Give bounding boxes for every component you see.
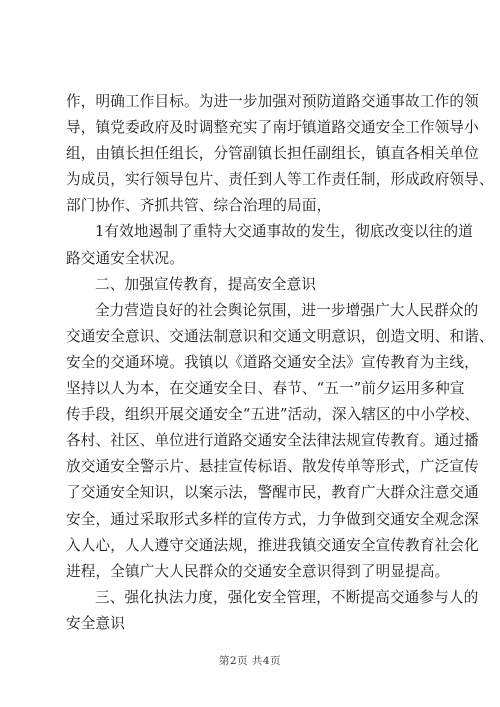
text-line: 组，由镇长担任组长，分管副镇长担任副组长，镇直各相关单位: [66, 145, 479, 163]
text-line: 各村、社区、单位进行道路交通安全法律法规宣传教育。通过播: [66, 432, 479, 450]
text-line: 了交通安全知识，以案示法，警醒市民，教育广大群众注意交通: [66, 484, 479, 502]
text-line: 进程，全镇广大人民群众的交通安全意识得到了明显提高。: [66, 562, 450, 580]
text-line: 路交通安全状况。: [66, 249, 184, 267]
text-line: 入人心，人人遵守交通法规，推进我镇交通安全宣传教育社会化: [66, 536, 479, 554]
text-line: 为成员，实行领导包片、责任到人等工作责任制，形成政府领导、: [66, 171, 494, 189]
text-line: 传手段，组织开展交通安全“五进”活动，深入辖区的中小学校、: [66, 406, 480, 424]
text-line: 作，明确工作目标。为进一步加强对预防道路交通事故工作的领: [66, 93, 479, 110]
page-footer: 第2页 共4页: [218, 655, 282, 667]
text-line: 安全的交通环境。我镇以《道路交通安全法》宣传教育为主线，: [66, 353, 479, 371]
text-line: 导，镇党委政府及时调整充实了南圩镇道路交通安全工作领导小: [66, 119, 479, 137]
text-line: 1有效地遏制了重特大交通事故的发生，彻底改变以往的道: [95, 223, 474, 241]
text-line: 全力营造良好的社会舆论氛围，进一步增强广大人民群众的: [95, 301, 479, 319]
text-line: 二、加强宣传教育，提高安全意识: [95, 275, 317, 293]
text-line: 坚持以人为本，在交通安全日、春节、“五一”前夕运用多种宣: [66, 380, 465, 398]
text-line: 放交通安全警示片、悬挂宣传标语、散发传单等形式，广泛宣传: [66, 458, 479, 476]
text-line: 安全，通过采取形式多样的宣传方式，力争做到交通安全观念深: [66, 510, 479, 528]
text-line: 交通安全意识、交通法制意识和交通文明意识，创造文明、和谐、: [66, 327, 494, 345]
text-line: 安全意识: [66, 614, 125, 632]
document-body: [66, 89, 494, 637]
text-line: 部门协作、齐抓共管、综合治理的局面，: [66, 197, 332, 215]
text-line: 三、强化执法力度，强化安全管理，不断提高交通参与人的: [95, 588, 479, 606]
